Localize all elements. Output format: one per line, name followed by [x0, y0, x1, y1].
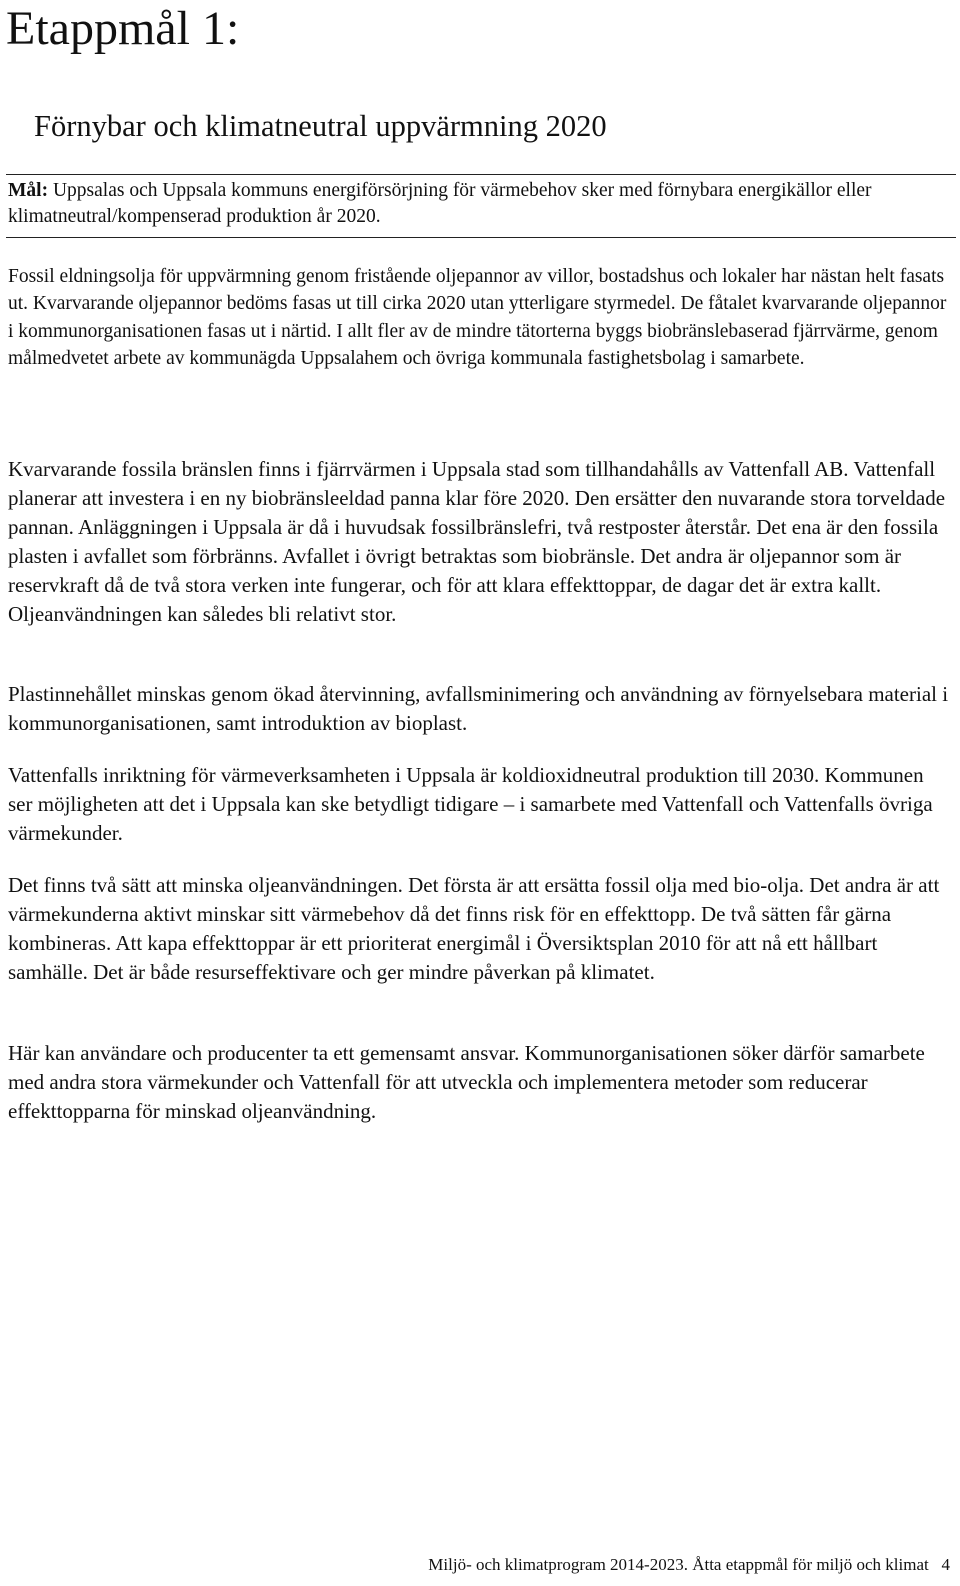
paragraph-4: Vattenfalls inriktning för värmeverksamheten i Uppsala är koldioxidneutral produktion till 2030. Kommunen ser möjligheten att det i Uppsala kan ske betydligt tidigare – i samarbete med Vattenfall och Vattenfalls övriga värmekunder.	[8, 763, 933, 845]
goal-text: Uppsalas och Uppsala kommuns energiförsörjning för värmebehov sker med förnybara energikällor eller klimatneutral/kompenserad produktion år 2020.	[8, 180, 872, 227]
paragraph-3: Plastinnehållet minskas genom ökad återvinning, avfallsminimering och användning av förnyelsebara material i kommunorganisationen, samt introduktion av bioplast.	[8, 682, 949, 735]
page-subtitle: Förnybar och klimatneutral uppvärmning 2020	[34, 109, 607, 143]
paragraph-6: Här kan användare och producenter ta ett gemensamt ansvar. Kommunorganisationen söker därför samarbete med andra stora värmekunder och Vattenfall för att utveckla och implementera metoder som reducerar effekttopparna för minskad oljeanvändning.	[8, 1041, 925, 1123]
paragraph-2: Kvarvarande fossila bränslen finns i fjärrvärmen i Uppsala stad som tillhandahålls av Vattenfall AB. Vattenfall planerar att investera i en ny biobränsleeldad panna klar före 2020. Den ersätter den nuvarande stora torveldade pannan. Anläggningen i Uppsala är då i huvudsak fossilbränslefri, två restposter återstår. Det ena är den fossila plasten i avfallet som förbränns. Avfallet i övrigt betraktas som biobränsle. Det andra är oljepannor som är reservkraft då de två stora verken inte fungerar, och för att klara effekttoppar, de dagar det är extra kallt. Oljeanvändningen kan således bli relativt stor.	[8, 457, 946, 626]
goal-label: Mål:	[8, 180, 49, 201]
goal-statement	[6, 178, 956, 230]
goal-box	[6, 174, 956, 238]
page-footer: Miljö- och klimatprogram 2014-2023. Åtta etappmål för miljö och klimat 4	[428, 1555, 950, 1574]
page-title: Etappmål 1:	[6, 2, 240, 55]
paragraph-1: Fossil eldningsolja för uppvärmning genom fristående oljepannor av villor, bostadshus och lokaler har nästan helt fasats ut. Kvarvarande oljepannor bedöms fasas ut till cirka 2020 utan ytterligare styrmedel. De fåtalet kvarvarande oljepannor i kommunorganisationen fasas ut i närtid. I allt fler av de mindre tätorterna byggs biobränslebaserad fjärrvärme, genom målmedvetet arbete av kommunägda Uppsalahem och övriga kommunala fastighetsbolag i samarbete.	[8, 266, 947, 370]
paragraph-5: Det finns två sätt att minska oljeanvändningen. Det första är att ersätta fossil olja med bio-olja. Det andra är att värmekunderna aktivt minskar sitt värmebehov då det finns risk för en effekttopp. De två sätten får gärna kombineras. Att kapa effekttoppar är ett prioriterat energimål i Översiktsplan 2010 för att nå ett hållbart samhälle. Det är både resurseffektivare och ger mindre påverkan på klimatet.	[8, 873, 940, 984]
